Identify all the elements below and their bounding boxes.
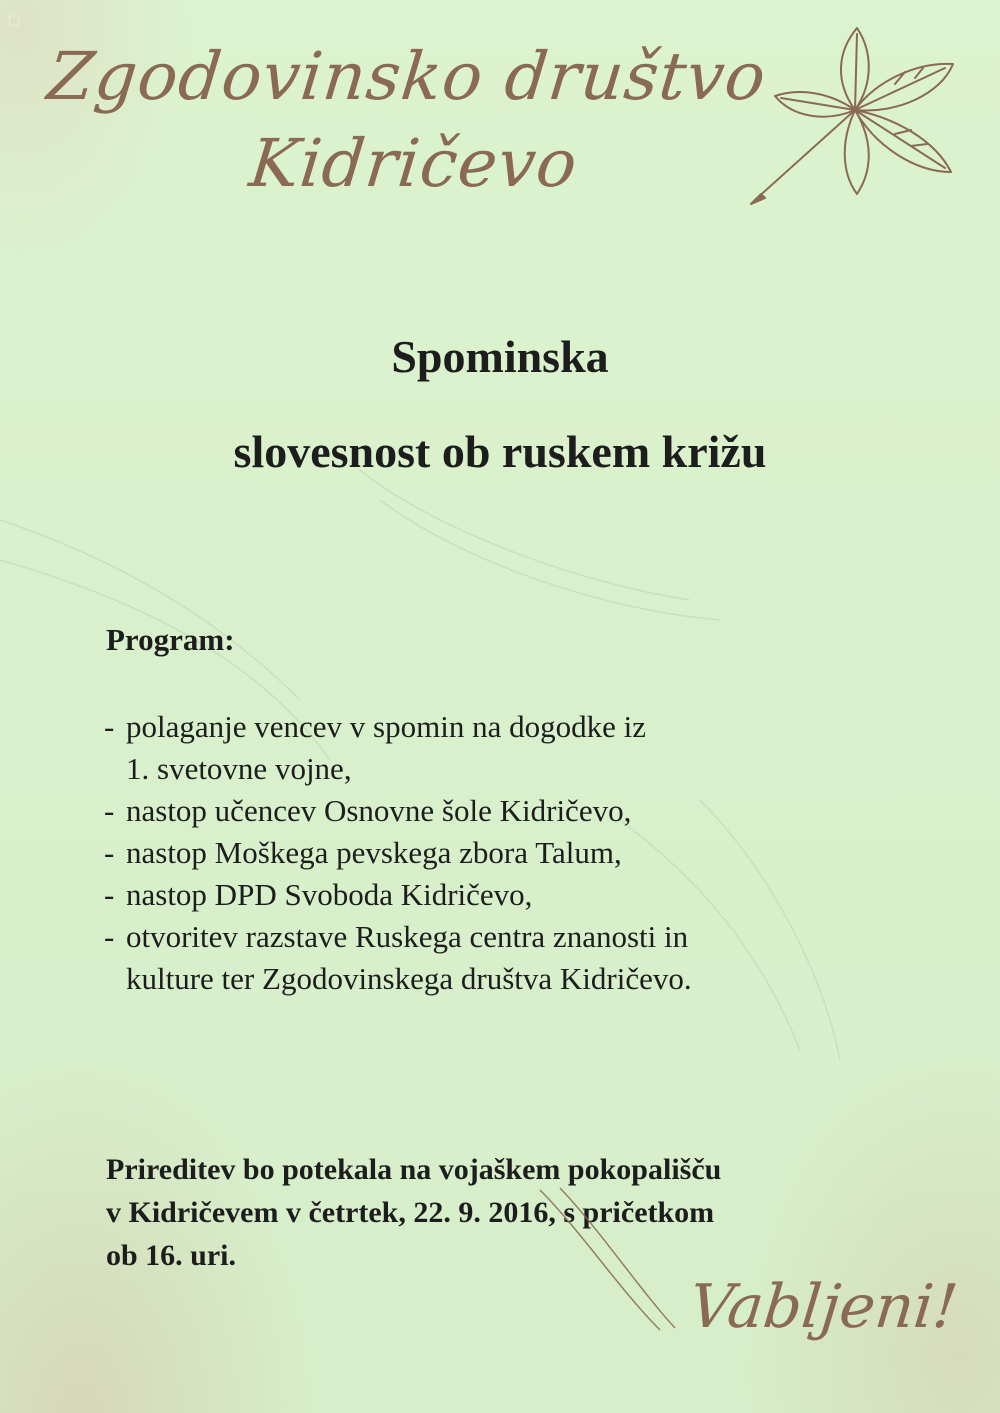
event-details-line2: v Kidričevem v četrtek, 22. 9. 2016, s pričetkom bbox=[106, 1196, 715, 1229]
list-item-continuation: kulture ter Zgodovinskega društva Kidričevo. bbox=[126, 961, 692, 996]
society-name-line1: Zgodovinsko društvo bbox=[43, 38, 771, 115]
list-item-text: nastop Moškega pevskega zbora Talum, bbox=[126, 835, 622, 870]
list-bullet: - bbox=[104, 919, 115, 954]
list-item bbox=[104, 706, 692, 790]
list-item bbox=[104, 832, 692, 874]
list-item bbox=[104, 874, 692, 916]
event-details bbox=[106, 1148, 906, 1277]
program-list bbox=[104, 706, 692, 1000]
scan-watermark: ▢ bbox=[8, 12, 21, 27]
list-item bbox=[104, 790, 692, 832]
event-details-line3: ob 16. uri. bbox=[106, 1239, 237, 1272]
list-bullet: - bbox=[104, 835, 115, 870]
list-item-text: otvoritev razstave Ruskega centra znanosti in bbox=[126, 919, 689, 954]
list-bullet: - bbox=[104, 793, 115, 828]
list-item-text: nastop DPD Svoboda Kidričevo, bbox=[126, 877, 533, 912]
list-item-continuation: 1. svetovne vojne, bbox=[126, 751, 352, 786]
list-bullet: - bbox=[104, 877, 115, 912]
list-bullet: - bbox=[104, 709, 115, 744]
event-title-line2: slovesnost ob ruskem križu bbox=[233, 426, 767, 477]
list-item bbox=[104, 916, 692, 1000]
welcome-text: Vabljeni! bbox=[686, 1272, 961, 1342]
chestnut-leaf-quill-icon bbox=[745, 22, 960, 207]
event-title-line1: Spominska bbox=[391, 331, 609, 382]
society-name-line2: Kidričevo bbox=[245, 125, 582, 202]
list-item-text: nastop učencev Osnovne šole Kidričevo, bbox=[126, 793, 632, 828]
program-heading: Program: bbox=[106, 622, 235, 657]
list-item-text: polaganje vencev v spomin na dogodke iz bbox=[126, 709, 646, 744]
event-details-line1: Prireditev bo potekala na vojaškem pokopališču bbox=[106, 1153, 722, 1186]
